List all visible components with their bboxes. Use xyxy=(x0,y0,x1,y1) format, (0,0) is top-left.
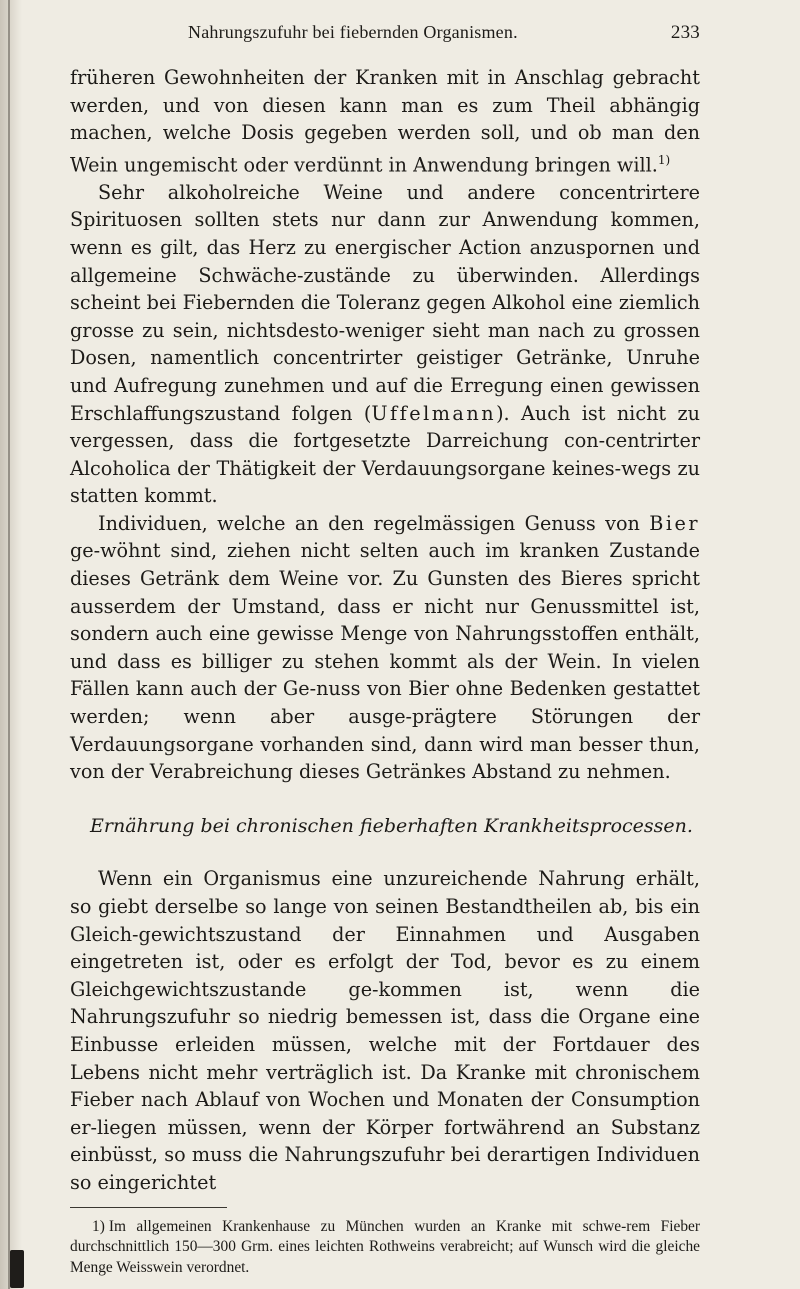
footnote-ref: 1) xyxy=(657,152,671,167)
section-title: Ernährung bei chronischen fieberhaften Krankheitsprocessen. xyxy=(90,814,693,837)
binding-gutter xyxy=(0,0,22,1289)
paragraph-1-text: früheren Gewohnheiten der Kranken mit in Anschlag gebracht werden, und von diesen kann man es zum Theil abhängig machen, welche Dosis gegeben werden soll, und ob man den Wein ungemischt oder verdünnt in Anwendung bringen will. xyxy=(70,66,700,177)
footnote xyxy=(70,1217,700,1279)
book-page xyxy=(70,22,700,1278)
emphasized-word: Bier xyxy=(649,511,700,535)
running-title: Nahrungszufuhr bei fiebernden Organismen. xyxy=(188,22,518,42)
author-name: Uffelmann xyxy=(371,401,497,425)
footnote-divider xyxy=(70,1207,227,1208)
paragraph-2-text: Sehr alkoholreiche Weine und andere concentrirtere Spirituosen sollten stets nur dann zur Anwendung kommen, wenn es gilt, das Herz zu energischer Action anzuspornen und allgemeine Schwäche-zustände zu überwinden. Allerdings scheint bei Fiebernden die Toleranz gegen Alkohol eine ziemlich grosse zu sein, nichtsdesto-weniger sieht man nach zu grossen Dosen, namentlich concentrirter geistiger Getränke, Unruhe und Aufregung zunehmen und auf die Erregung einen gewissen Erschlaffungszustand folgen ( xyxy=(70,180,700,425)
paragraph-3-text-end: ge-wöhnt sind, ziehen nicht selten auch im kranken Zustande dieses Getränk dem Weine vor. Zu Gunsten des Bieres spricht ausserdem der Umstand, dass er nicht nur Genussmittel ist, sondern auch eine gewisse Menge von Nahrungsstoffen enthält, und dass es billiger zu stehen kommt als der Wein. In vielen Fällen kann auch der Ge-nuss von Bier ohne Bedenken gestattet werden; wenn aber ausge-prägtere Störungen der Verdauungsorgane vorhanden sind, dann wird man besser thun, von der Verabreichung dieses Getränkes Abstand zu nehmen. xyxy=(70,539,700,784)
paragraph-3 xyxy=(70,510,700,786)
footnote-text: Im allgemeinen Krankenhause zu München wurden an Kranke mit schwe-rem Fieber durchschnittlich 150—300 Grm. eines leichten Rothweins verabreicht; auf Wunsch wird die gleiche Menge Weisswein verordnet. xyxy=(70,1217,700,1276)
scan-smudge xyxy=(10,1250,24,1288)
paragraph-4: Wenn ein Organismus eine unzureichende Nahrung erhält, so giebt derselbe so lange von seinen Bestandtheilen ab, bis ein Gleich-gewichtszustand der Einnahmen und Ausgaben eingetreten ist, oder es erfolgt der Tod, bevor es zu einem Gleichgewichtszustande ge-kommen ist, wenn die Nahrungszufuhr so niedrig bemessen ist, dass die Organe eine Einbusse erleiden müssen, welche mit der Fortdauer des Lebens nicht mehr verträglich ist. Da Kranke mit chronischem Fieber nach Ablauf von Wochen und Monaten der Consumption er-liegen müssen, wenn der Körper fortwährend an Substanz einbüsst, so muss die Nahrungszufuhr bei derartigen Individuen so eingerichtet xyxy=(70,867,700,1194)
paragraph-2-text-end: ). Auch ist nicht zu vergessen, dass die fortgesetzte Darreichung con-centrirter Alcoholica der Thätigkeit der Verdauungsorgane keines-wegs zu statten kommt. xyxy=(70,401,700,508)
paragraph-2 xyxy=(70,179,700,510)
footnote-mark: 1) xyxy=(92,1217,105,1235)
paragraph-3-text: Individuen, welche an den regelmässigen Genuss von xyxy=(98,511,650,535)
page-number: 233 xyxy=(670,22,700,43)
page-header xyxy=(70,22,700,44)
paragraph-1 xyxy=(70,64,700,179)
binding-edge xyxy=(8,0,10,1289)
body-text xyxy=(70,64,700,1197)
